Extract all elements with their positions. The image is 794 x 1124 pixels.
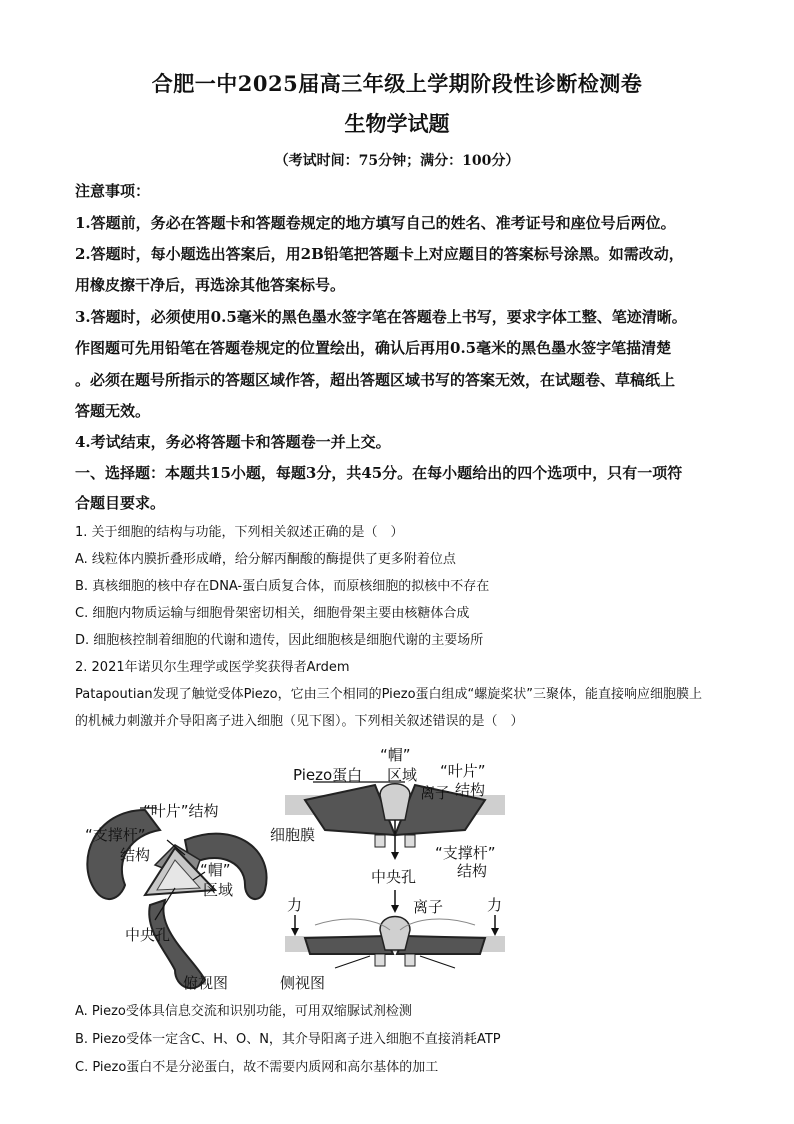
strut-block: [375, 954, 385, 966]
notice-line: 4.考试结束，务必将答题卡和答题卷一并上交。: [75, 433, 391, 451]
q2-option-c: C. Piezo蛋白不是分泌蛋白，故不需要内质网和高尔基体的加工: [75, 1060, 439, 1075]
q2-stem: 2. 2021年诺贝尔生理学或医学奖获得者Ardem: [75, 660, 350, 675]
piezo-figure-svg: [75, 740, 545, 1000]
open-cap: [380, 917, 410, 951]
exam-info: （考试时间：75分钟；满分：100分）: [274, 153, 520, 169]
q2-option-b: B. Piezo受体一定含C、H、O、N，其介导阳离子进入细胞不直接消耗ATP: [75, 1032, 501, 1047]
notice-line: 2.答题时，每小题选出答案后，用2B铅笔把答题卡上对应题目的答案标号涂黑。如需改动，: [75, 245, 684, 263]
side-view-top-diagram: [270, 746, 505, 886]
side-piezo-label: Piezo蛋白: [293, 766, 363, 784]
side-membrane-label: 细胞膜: [270, 826, 316, 844]
notice-line: 答题无效。: [75, 402, 151, 420]
ion-arrowhead: [391, 905, 399, 913]
q1-option-b: B. 真核细胞的核中存在DNA-蛋白质复合体，而原核细胞的拟核中不存在: [75, 579, 490, 594]
q2-stem-line: Patapoutian发现了触觉受体Piezo，它由三个相同的Piezo蛋白组成“螺旋桨状”三聚体，能直接响应细胞膜上: [75, 687, 702, 702]
force-arrowhead-right: [491, 928, 499, 936]
side-strut-label: “支撑杆”: [435, 844, 496, 862]
strut-block: [405, 954, 415, 966]
notice-line: 用橡皮擦干净后，再选涂其他答案标号。: [75, 276, 346, 294]
force-arrowhead-left: [291, 928, 299, 936]
piezo-figure: [75, 740, 545, 1000]
flat-blade-left: [305, 936, 393, 954]
side-structure-label: 结构: [455, 781, 486, 799]
notice-line: 。必须在题号所指示的答题区域作答，超出答题区域书写的答案无效，在试题卷、草稿纸上: [75, 371, 676, 389]
side-ion-label: 离子: [420, 784, 451, 802]
strut-block: [375, 835, 385, 847]
notice-line: 1.答题前，务必在答题卡和答题卷规定的地方填写自己的姓名、准考证号和座位号后两位。: [75, 214, 676, 232]
top-view-region-label: 区域: [203, 881, 234, 899]
force-label-left: 力: [287, 896, 303, 914]
top-view-pore-label: 中央孔: [125, 926, 171, 944]
q1-stem: 1. 关于细胞的结构与功能，下列相关叙述正确的是（ ）: [75, 525, 404, 540]
side-blade-label: “叶片”: [440, 762, 486, 780]
q1-option-c: C. 细胞内物质运输与细胞骨架密切相关，细胞骨架主要由核糖体合成: [75, 606, 470, 621]
curve-line: [400, 919, 475, 930]
section-heading-cont: 合题目要求。: [75, 494, 166, 512]
q1-option-a: A. 线粒体内膜折叠形成嵴，给分解丙酮酸的酶提供了更多附着位点: [75, 552, 456, 567]
curve-line: [315, 919, 390, 930]
top-view-diagram: [85, 802, 267, 992]
side-cap-label: “帽”: [380, 746, 411, 764]
section-heading: 一、选择题：本题共15小题，每题3分，共45分。在每小题给出的四个选项中，只有一项符: [75, 464, 683, 482]
top-view-strut-structure-label: 结构: [120, 846, 151, 864]
top-view-caption: 俯视图: [183, 974, 229, 992]
q2-option-a: A. Piezo受体具信息交流和识别功能，可用双缩脲试剂检测: [75, 1004, 412, 1019]
force-label-right: 力: [487, 896, 503, 914]
side-region-label: 区域: [387, 766, 418, 784]
side-view-bottom-diagram: [280, 890, 505, 992]
side-pore-label: 中央孔: [371, 868, 417, 886]
pore-arrowhead: [391, 852, 399, 860]
q2-stem-line: 的机械力刺激并介导阳离子进入细胞（见下图）。下列相关叙述错误的是（ ）: [75, 714, 524, 729]
side-view-caption: 侧视图: [280, 974, 326, 992]
notice-line: 3.答题时，必须使用0.5毫米的黑色墨水签字笔在答题卷上书写，要求字体工整、笔迹清晰。: [75, 308, 687, 326]
top-view-blade-label: “叶片”结构: [143, 802, 219, 820]
notice-heading: 注意事项：: [75, 182, 151, 200]
notice-line: 作图题可先用铅笔在答题卷规定的位置绘出，确认后再用0.5毫米的黑色墨水签字笔描清楚: [75, 339, 672, 357]
subject-title: 生物学试题: [344, 111, 450, 136]
strut-block: [405, 835, 415, 847]
motion-arrow: [335, 956, 370, 968]
bottom-ion-label: 离子: [413, 898, 444, 916]
top-view-strut-label: “支撑杆”: [85, 826, 146, 844]
motion-arrow: [420, 956, 455, 968]
side-cap: [380, 784, 410, 820]
top-view-cap-label: “帽”: [200, 861, 231, 879]
flat-blade-right: [397, 936, 485, 954]
side-strut-structure-label: 结构: [457, 862, 488, 880]
exam-title: 合肥一中2025届高三年级上学期阶段性诊断检测卷: [151, 71, 643, 96]
q1-option-d: D. 细胞核控制着细胞的代谢和遗传，因此细胞核是细胞代谢的主要场所: [75, 633, 484, 648]
